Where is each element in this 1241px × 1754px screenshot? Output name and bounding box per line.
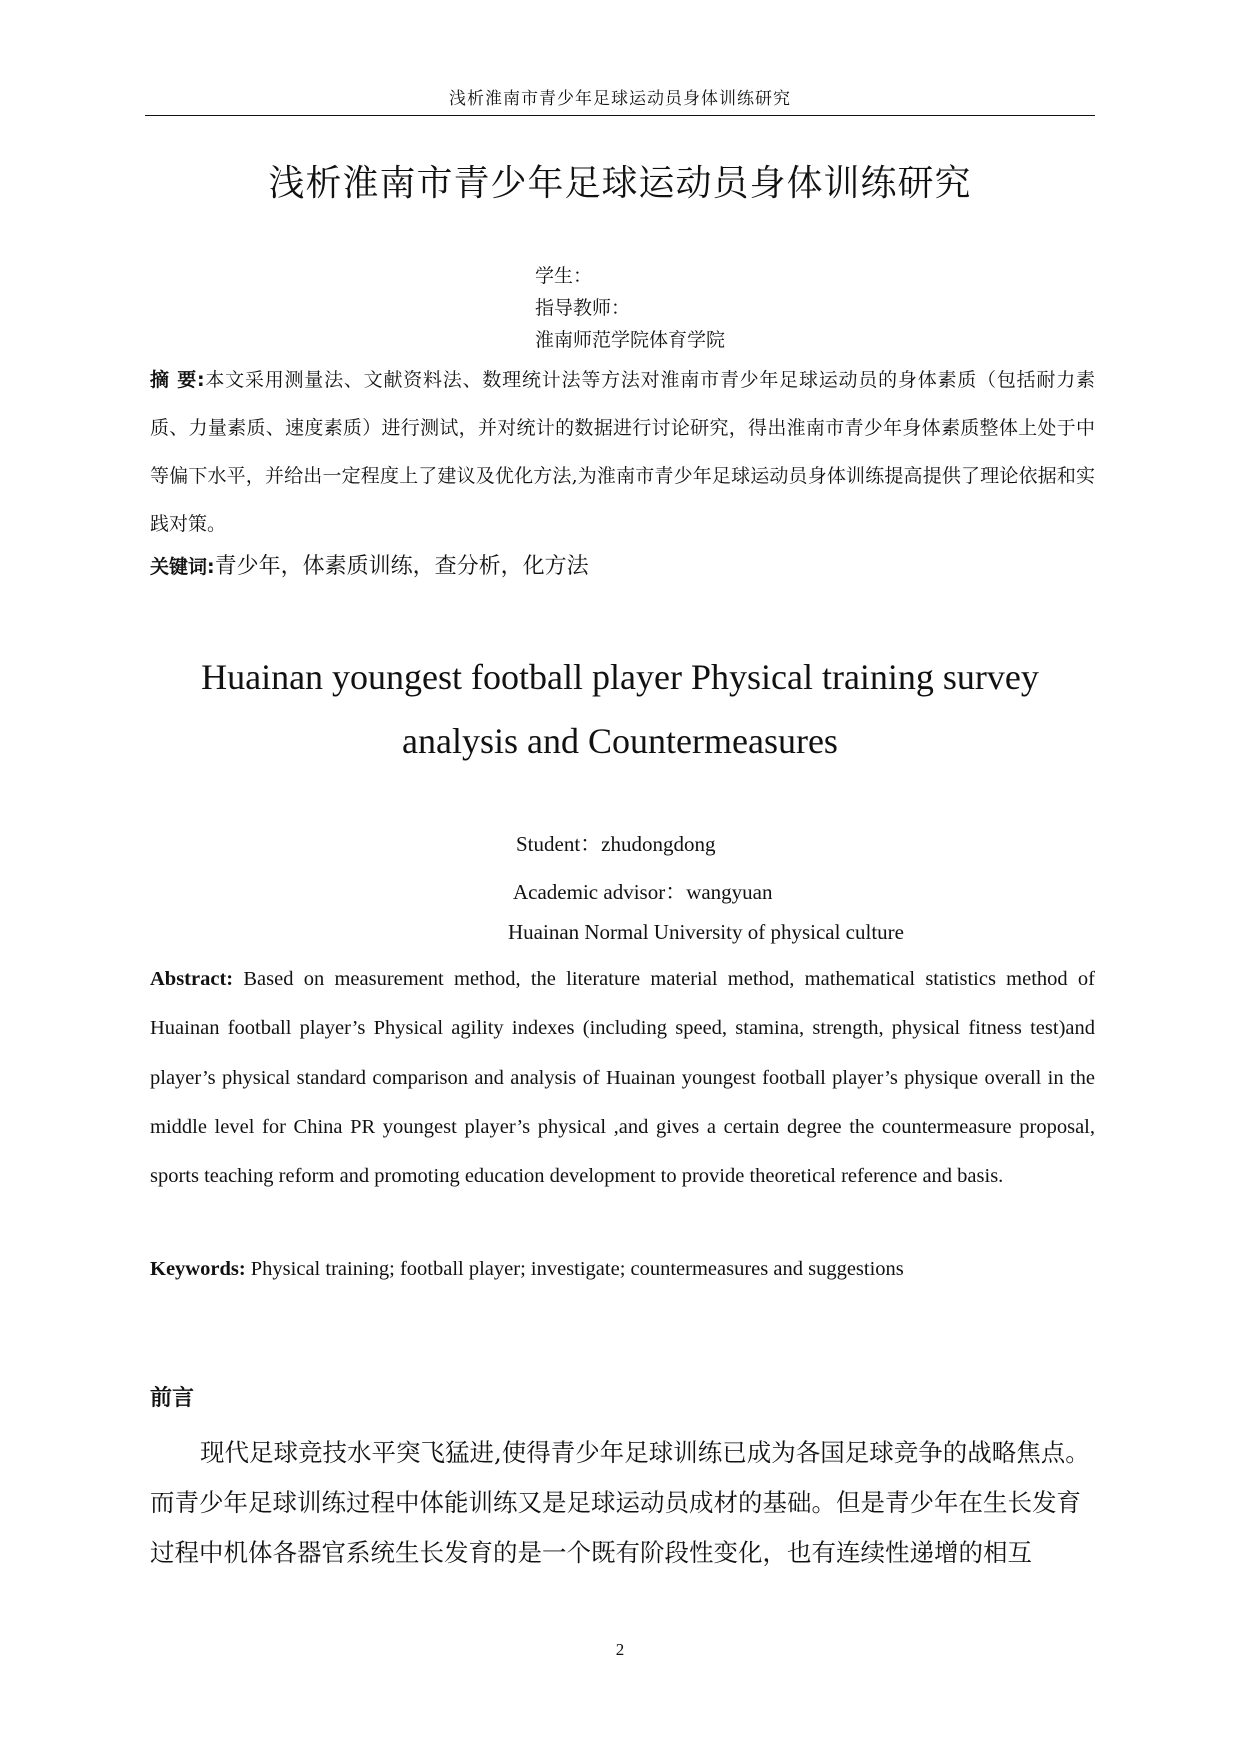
- en-title-line2: analysis and Countermeasures: [402, 721, 838, 761]
- cn-keywords-label: 关键词:: [150, 556, 215, 578]
- cn-abstract-text: 本文采用测量法、文献资料法、数理统计法等方法对淮南市青少年足球运动员的身体素质（包括耐力素质、力量素质、速度素质）进行测试，并对统计的数据进行讨论研究，得出淮南市青少年身体素质整体上处于中等偏下水平，并给出一定程度上了建议及优化方法,为淮南市青少年足球运动员身体训练提高提供了理论依据和实践对策。: [150, 369, 1095, 535]
- en-keywords: [150, 1254, 1095, 1284]
- cn-title: 浅析淮南市青少年足球运动员身体训练研究: [268, 163, 972, 204]
- en-title: [145, 645, 1095, 773]
- en-student: Student：zhudongdong: [516, 832, 716, 856]
- en-abstract: [150, 955, 1095, 1201]
- cn-abstract: [150, 356, 1095, 548]
- cn-keywords: [150, 550, 1095, 584]
- cn-abstract-label: 摘 要:: [150, 369, 205, 391]
- en-keywords-label: Keywords:: [150, 1258, 246, 1280]
- preface-text: 现代足球竞技水平突飞猛进,使得青少年足球训练已成为各国足球竞争的战略焦点。而青少年足球训练过程中体能训练又是足球运动员成材的基础。但是青少年在生长发育过程中机体各器官系统生长发育的是一个既有阶段性变化，也有连续性递增的相互: [150, 1438, 1090, 1567]
- cn-advisor-label: 指导教师：: [535, 297, 631, 319]
- cn-institution: 淮南师范学院体育学院: [535, 329, 726, 351]
- preface-heading: 前言: [150, 1386, 195, 1411]
- en-abstract-text: Based on measurement method, the literature material method, mathematical statistics method of Huainan football player’s Physical agility indexes (including speed, stamina, strength, physical fitness test)and player’s physical standard comparison and analysis of Huainan youngest football player’s physique overall in the middle level for China PR youngest player’s physical ,and gives a certain degree the countermeasure proposal, sports teaching reform and promoting education development to provide theoretical reference and basis.: [150, 968, 1095, 1188]
- cn-student-label: 学生：: [535, 265, 593, 287]
- en-advisor: Academic advisor：wangyuan: [513, 880, 773, 904]
- en-keywords-text: Physical training; football player; investigate; countermeasures and suggestions: [250, 1258, 904, 1280]
- cn-keywords-text: 青少年，体素质训练，查分析，化方法: [214, 554, 589, 579]
- en-abstract-label: Abstract:: [150, 968, 234, 990]
- page-number: 2: [615, 1640, 625, 1659]
- running-header: 浅析淮南市青少年足球运动员身体训练研究: [449, 89, 791, 109]
- en-institution: Huainan Normal University of physical culture: [508, 920, 904, 944]
- en-title-line1: Huainan youngest football player Physical training survey: [201, 657, 1039, 697]
- header-rule: [145, 115, 1095, 116]
- preface-paragraph: [150, 1428, 1100, 1578]
